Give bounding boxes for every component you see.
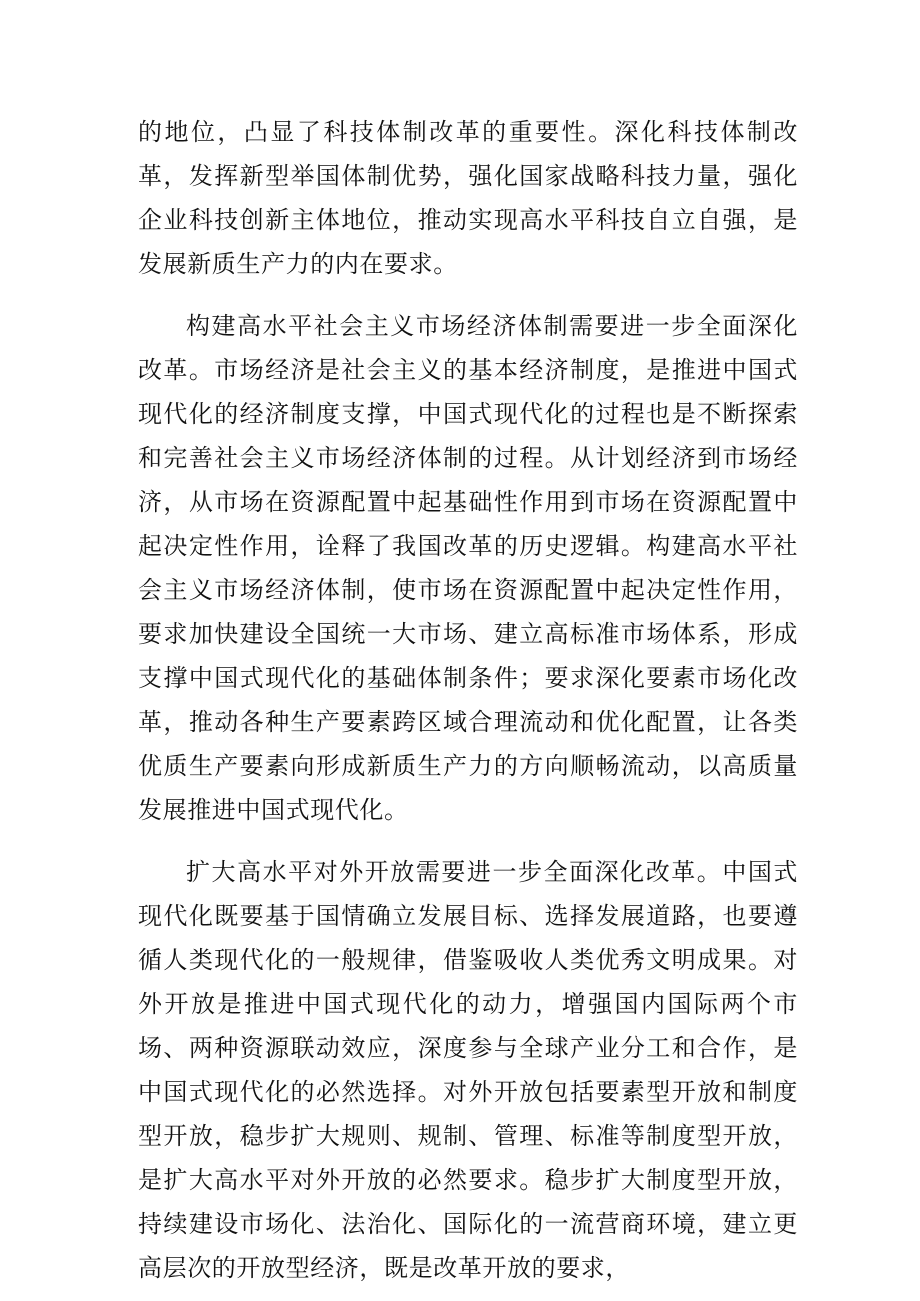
paragraph-1: 的地位，凸显了科技体制改革的重要性。深化科技体制改革，发挥新型举国体制优势，强化国家战略科技力量，强化企业科技创新主体地位，推动实现高水平科技自立自强，是发展新质生产力的内在要求。 — [138, 118, 798, 278]
document-body — [138, 110, 798, 1290]
paragraph-2: 构建高水平社会主义市场经济体制需要进一步全面深化改革。市场经济是社会主义的基本经济制度，是推进中国式现代化的经济制度支撑，中国式现代化的过程也是不断探索和完善社会主义市场经济体制的过程。从计划经济到市场经济，从市场在资源配置中起基础性作用到市场在资源配置中起决定性作用，诠释了我国改革的历史逻辑。构建高水平社会主义市场经济体制，使市场在资源配置中起决定性作用，要求加快建设全国统一大市场、建立高标准市场体系，形成支撑中国式现代化的基础体制条件；要求深化要素市场化改革，推动各种生产要素跨区域合理流动和优化配置，让各类优质生产要素向形成新质生产力的方向顺畅流动，以高质量发展推进中国式现代化。 — [138, 312, 798, 824]
paragraph-3: 扩大高水平对外开放需要进一步全面深化改革。中国式现代化既要基于国情确立发展目标、选择发展道路，也要遵循人类现代化的一般规律，借鉴吸收人类优秀文明成果。对外开放是推进中国式现代化的动力，增强国内国际两个市场、两种资源联动效应，深度参与全球产业分工和合作，是中国式现代化的必然选择。对外开放包括要素型开放和制度型开放，稳步扩大规则、规制、管理、标准等制度型开放，是扩大高水平对外开放的必然要求。稳步扩大制度型开放，持续建设市场化、法治化、国际化的一流营商环境，建立更高层次的开放型经济，既是改革开放的要求， — [138, 858, 798, 1282]
